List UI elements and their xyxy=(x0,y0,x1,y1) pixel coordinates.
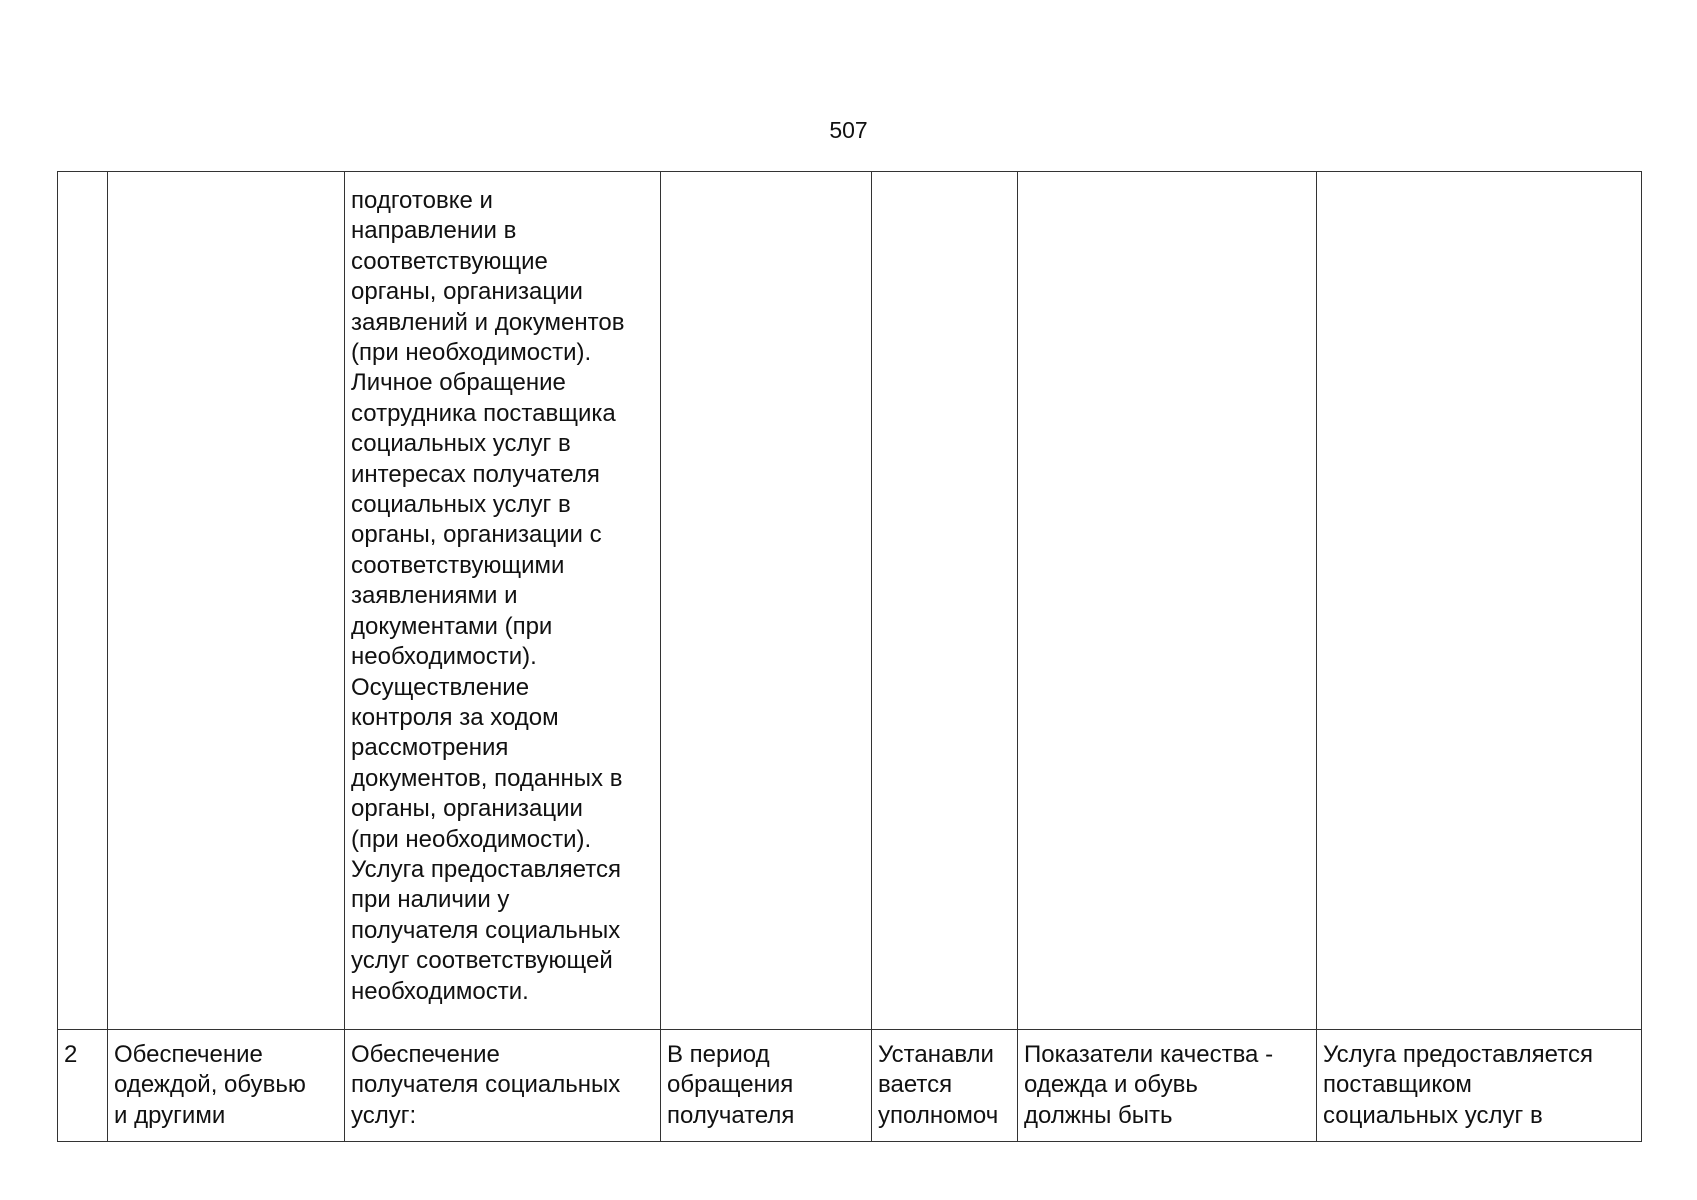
table-row xyxy=(58,1030,1642,1142)
cell-quality-indicators xyxy=(1018,172,1317,1030)
cell-number xyxy=(58,172,108,1030)
cell-timing xyxy=(661,172,872,1030)
cell-service-name xyxy=(108,172,345,1030)
cell-service-description: подготовке и направлении в соответствующие органы, организации заявлений и документов (при необходимости). Личное обращение сотрудника поставщика социальных услуг в интересах получателя социальных услуг в органы, организации с соответствующими заявлениями и документами (при необходимости). Осуществление контроля за ходом рассмотрения документов, поданных в органы, организации (при необходимости). Услуга предоставляется при наличии у получателя социальных услуг соответствующей необходимости. xyxy=(345,172,661,1030)
cell-conditions xyxy=(1317,172,1642,1030)
cell-timing: В период обращения получателя xyxy=(661,1030,872,1142)
cell-conditions: Услуга предоставляется поставщиком социальных услуг в xyxy=(1317,1030,1642,1142)
services-table xyxy=(57,171,1642,1142)
cell-service-name: Обеспечение одеждой, обувью и другими xyxy=(108,1030,345,1142)
cell-quality-indicators: Показатели качества - одежда и обувь должны быть xyxy=(1018,1030,1317,1142)
page-number: 507 xyxy=(829,117,868,143)
cell-norm xyxy=(872,172,1018,1030)
cell-service-description: Обеспечение получателя социальных услуг: xyxy=(345,1030,661,1142)
table-row xyxy=(58,172,1642,1030)
cell-number: 2 xyxy=(58,1030,108,1142)
cell-norm: Устанавли вается уполномоч xyxy=(872,1030,1018,1142)
